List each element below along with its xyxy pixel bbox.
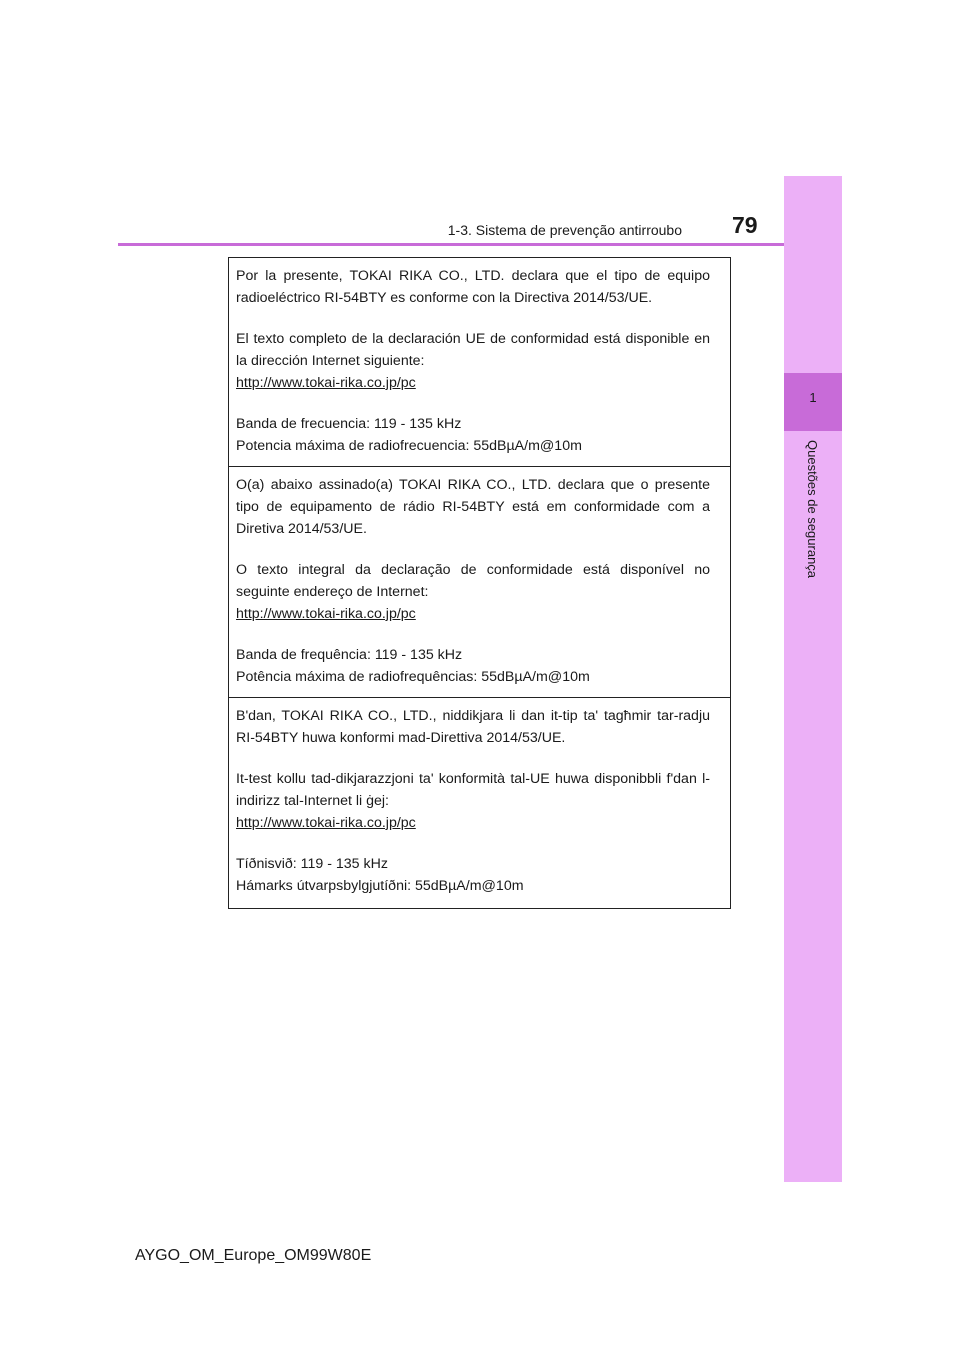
notice-section-maltese bbox=[229, 698, 730, 908]
notice-declaration-text: B'dan, TOKAI RIKA CO., LTD., niddikjara li dan it-tip ta' tagħmir tar-radju RI-54BTY huwa konformi mad-Direttiva 2014/53/UE. bbox=[236, 708, 710, 746]
notice-section-spanish bbox=[229, 258, 730, 467]
notice-frequency: Banda de frequência: 119 - 135 kHz bbox=[236, 647, 463, 663]
chapter-title: Questões de segurança bbox=[805, 440, 820, 579]
notice-availability-text: It-test kollu tad-dikjarazzjoni ta' konformità tal-UE huwa disponibbli f'dan l-indirizz tal-Internet li ġej: bbox=[236, 771, 710, 809]
notice-declaration-text: O(a) abaixo assinado(a) TOKAI RIKA CO., LTD. declara que o presente tipo de equipamento de rádio RI-54BTY está em conformidade com a Diretiva 2014/53/UE. bbox=[236, 477, 710, 537]
declaration-link[interactable]: http://www.tokai-rika.co.jp/pc bbox=[236, 606, 416, 622]
notice-power: Hámarks útvarpsbylgjutíðni: 55dBµA/m@10m bbox=[236, 878, 524, 894]
notice-availability-text: El texto completo de la declaración UE de conformidad está disponible en la dirección Internet siguiente: bbox=[236, 331, 710, 369]
chapter-side-tab bbox=[784, 176, 842, 1182]
notice-frequency: Banda de frecuencia: 119 - 135 kHz bbox=[236, 416, 462, 432]
declaration-notice-box bbox=[228, 257, 731, 909]
notice-frequency: Tíðnisvið: 119 - 135 kHz bbox=[236, 856, 388, 872]
notice-availability-text: O texto integral da declaração de conformidade está disponível no seguinte endereço de Internet: bbox=[236, 562, 710, 600]
document-footer-code: AYGO_OM_Europe_OM99W80E bbox=[135, 1247, 372, 1264]
notice-section-portuguese bbox=[229, 467, 730, 698]
notice-declaration-text: Por la presente, TOKAI RIKA CO., LTD. declara que el tipo de equipo radioeléctrico RI-54BTY es conforme con la Directiva 2014/53/UE. bbox=[236, 268, 710, 306]
header-divider bbox=[118, 243, 784, 246]
declaration-link[interactable]: http://www.tokai-rika.co.jp/pc bbox=[236, 815, 416, 831]
chapter-number: 1 bbox=[809, 390, 817, 405]
section-title: 1-3. Sistema de prevenção antirroubo bbox=[447, 222, 682, 238]
notice-power: Potência máxima de radiofrequências: 55dBµA/m@10m bbox=[236, 669, 590, 685]
notice-power: Potencia máxima de radiofrecuencia: 55dBµA/m@10m bbox=[236, 438, 582, 454]
page-number: 79 bbox=[732, 212, 758, 238]
declaration-link[interactable]: http://www.tokai-rika.co.jp/pc bbox=[236, 375, 416, 391]
